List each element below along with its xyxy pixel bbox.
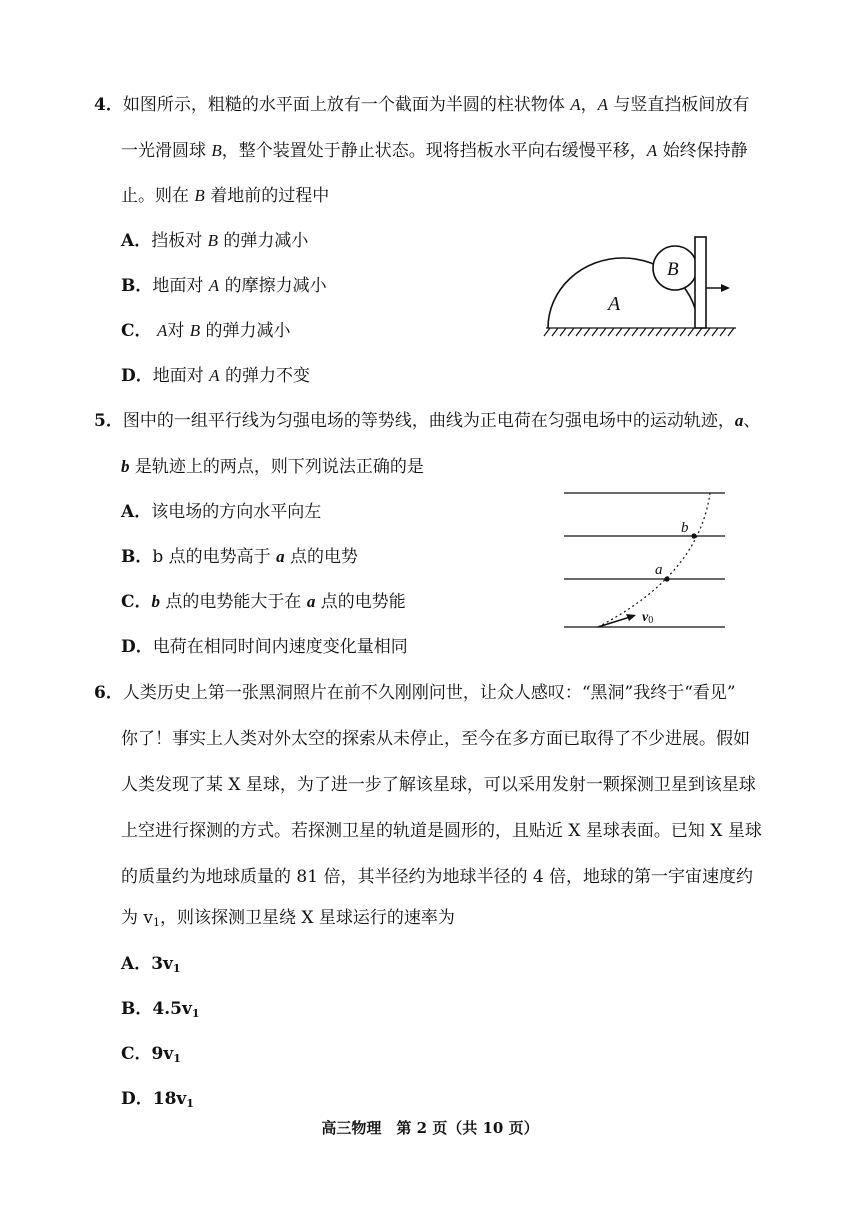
q4-number: 4．	[94, 95, 123, 115]
label-point-b: b	[681, 520, 689, 536]
q5-option-b: B．b 点的电势高于 a 点的电势	[121, 547, 358, 567]
point-b	[691, 533, 696, 538]
label-point-a: a	[655, 562, 663, 578]
q6-line-2: 你了！事实上人类对外太空的探索从未停止，至今在多方面已取得了不少进展。假如	[121, 729, 750, 749]
q6-option-a: A．$3v_1$	[121, 954, 181, 975]
label-b: B	[667, 259, 679, 280]
label-v0: v0	[642, 610, 654, 626]
q6-line-4: 上空进行探测的方式。若探测卫星的轨道是圆形的，且贴近 X 星球表面。已知 X 星球	[121, 821, 762, 841]
q5-line-2: b 是轨迹上的两点，则下列说法正确的是	[121, 457, 424, 477]
q5-option-c: C．b 点的电势能大于在 a 点的电势能	[121, 592, 406, 612]
q4-line-3: 止。则在 B 着地前的过程中	[121, 186, 330, 206]
point-a	[664, 576, 669, 581]
q4-option-a: A．挡板对 B 的弹力减小	[121, 231, 309, 251]
velocity-arrow	[598, 617, 630, 627]
q4-line-2: 一光滑圆球 B，整个装置处于静止状态。现将挡板水平向右缓慢平移，A 始终保持静	[121, 141, 748, 161]
q5-line-1: 5．图中的一组平行线为匀强电场的等势线，曲线为正电荷在匀强电场中的运动轨迹，a、	[94, 411, 761, 431]
q6-option-c: C．$9v_1$	[121, 1044, 181, 1065]
q6-line-5: 的质量约为地球质量的 81 倍，其半径约为地球半径的 4 倍，地球的第一宇宙速度约	[121, 867, 754, 887]
q6-line-6: 为 $v_1$，则该探测卫星绕 X 星球运行的速率为	[121, 908, 455, 929]
q4-line-1: 4．如图所示，粗糙的水平面上放有一个截面为半圆的柱状物体 A，A 与竖直挡板间放有	[94, 95, 750, 115]
page-footer: 高三物理 第 2 页（共 10 页）	[321, 1119, 539, 1137]
q5-figure	[560, 485, 730, 635]
q6-line-1: 6．人类历史上第一张黑洞照片在前不久刚刚问世，让众人感叹：“黑洞”我终于“看见”	[94, 683, 736, 703]
q5-option-d: D．电荷在相同时间内速度变化量相同	[121, 637, 408, 657]
q6-option-d: D．$18v_1$	[121, 1089, 194, 1110]
q4-option-b: B．地面对 A 的摩擦力减小	[121, 276, 327, 296]
q6-line-3: 人类发现了某 X 星球，为了进一步了解该星球，可以采用发射一颗探测卫星到该星球	[121, 775, 756, 795]
q4-option-d: D．地面对 A 的弹力不变	[121, 366, 310, 386]
baffle-plate	[695, 237, 706, 328]
q4-option-c: C． A对 B 的弹力减小	[121, 321, 291, 341]
push-arrow-head	[721, 284, 730, 292]
velocity-arrow-head	[626, 614, 636, 621]
trajectory-curve	[598, 493, 710, 627]
q5-number: 5．	[94, 411, 123, 431]
ground-hatching	[544, 328, 736, 336]
q4-figure	[540, 230, 740, 342]
q5-option-a: A．该电场的方向水平向左	[121, 502, 322, 522]
q6-option-b: B．$4.5v_1$	[121, 999, 200, 1020]
label-a: A	[608, 293, 621, 315]
q6-number: 6．	[94, 683, 123, 703]
